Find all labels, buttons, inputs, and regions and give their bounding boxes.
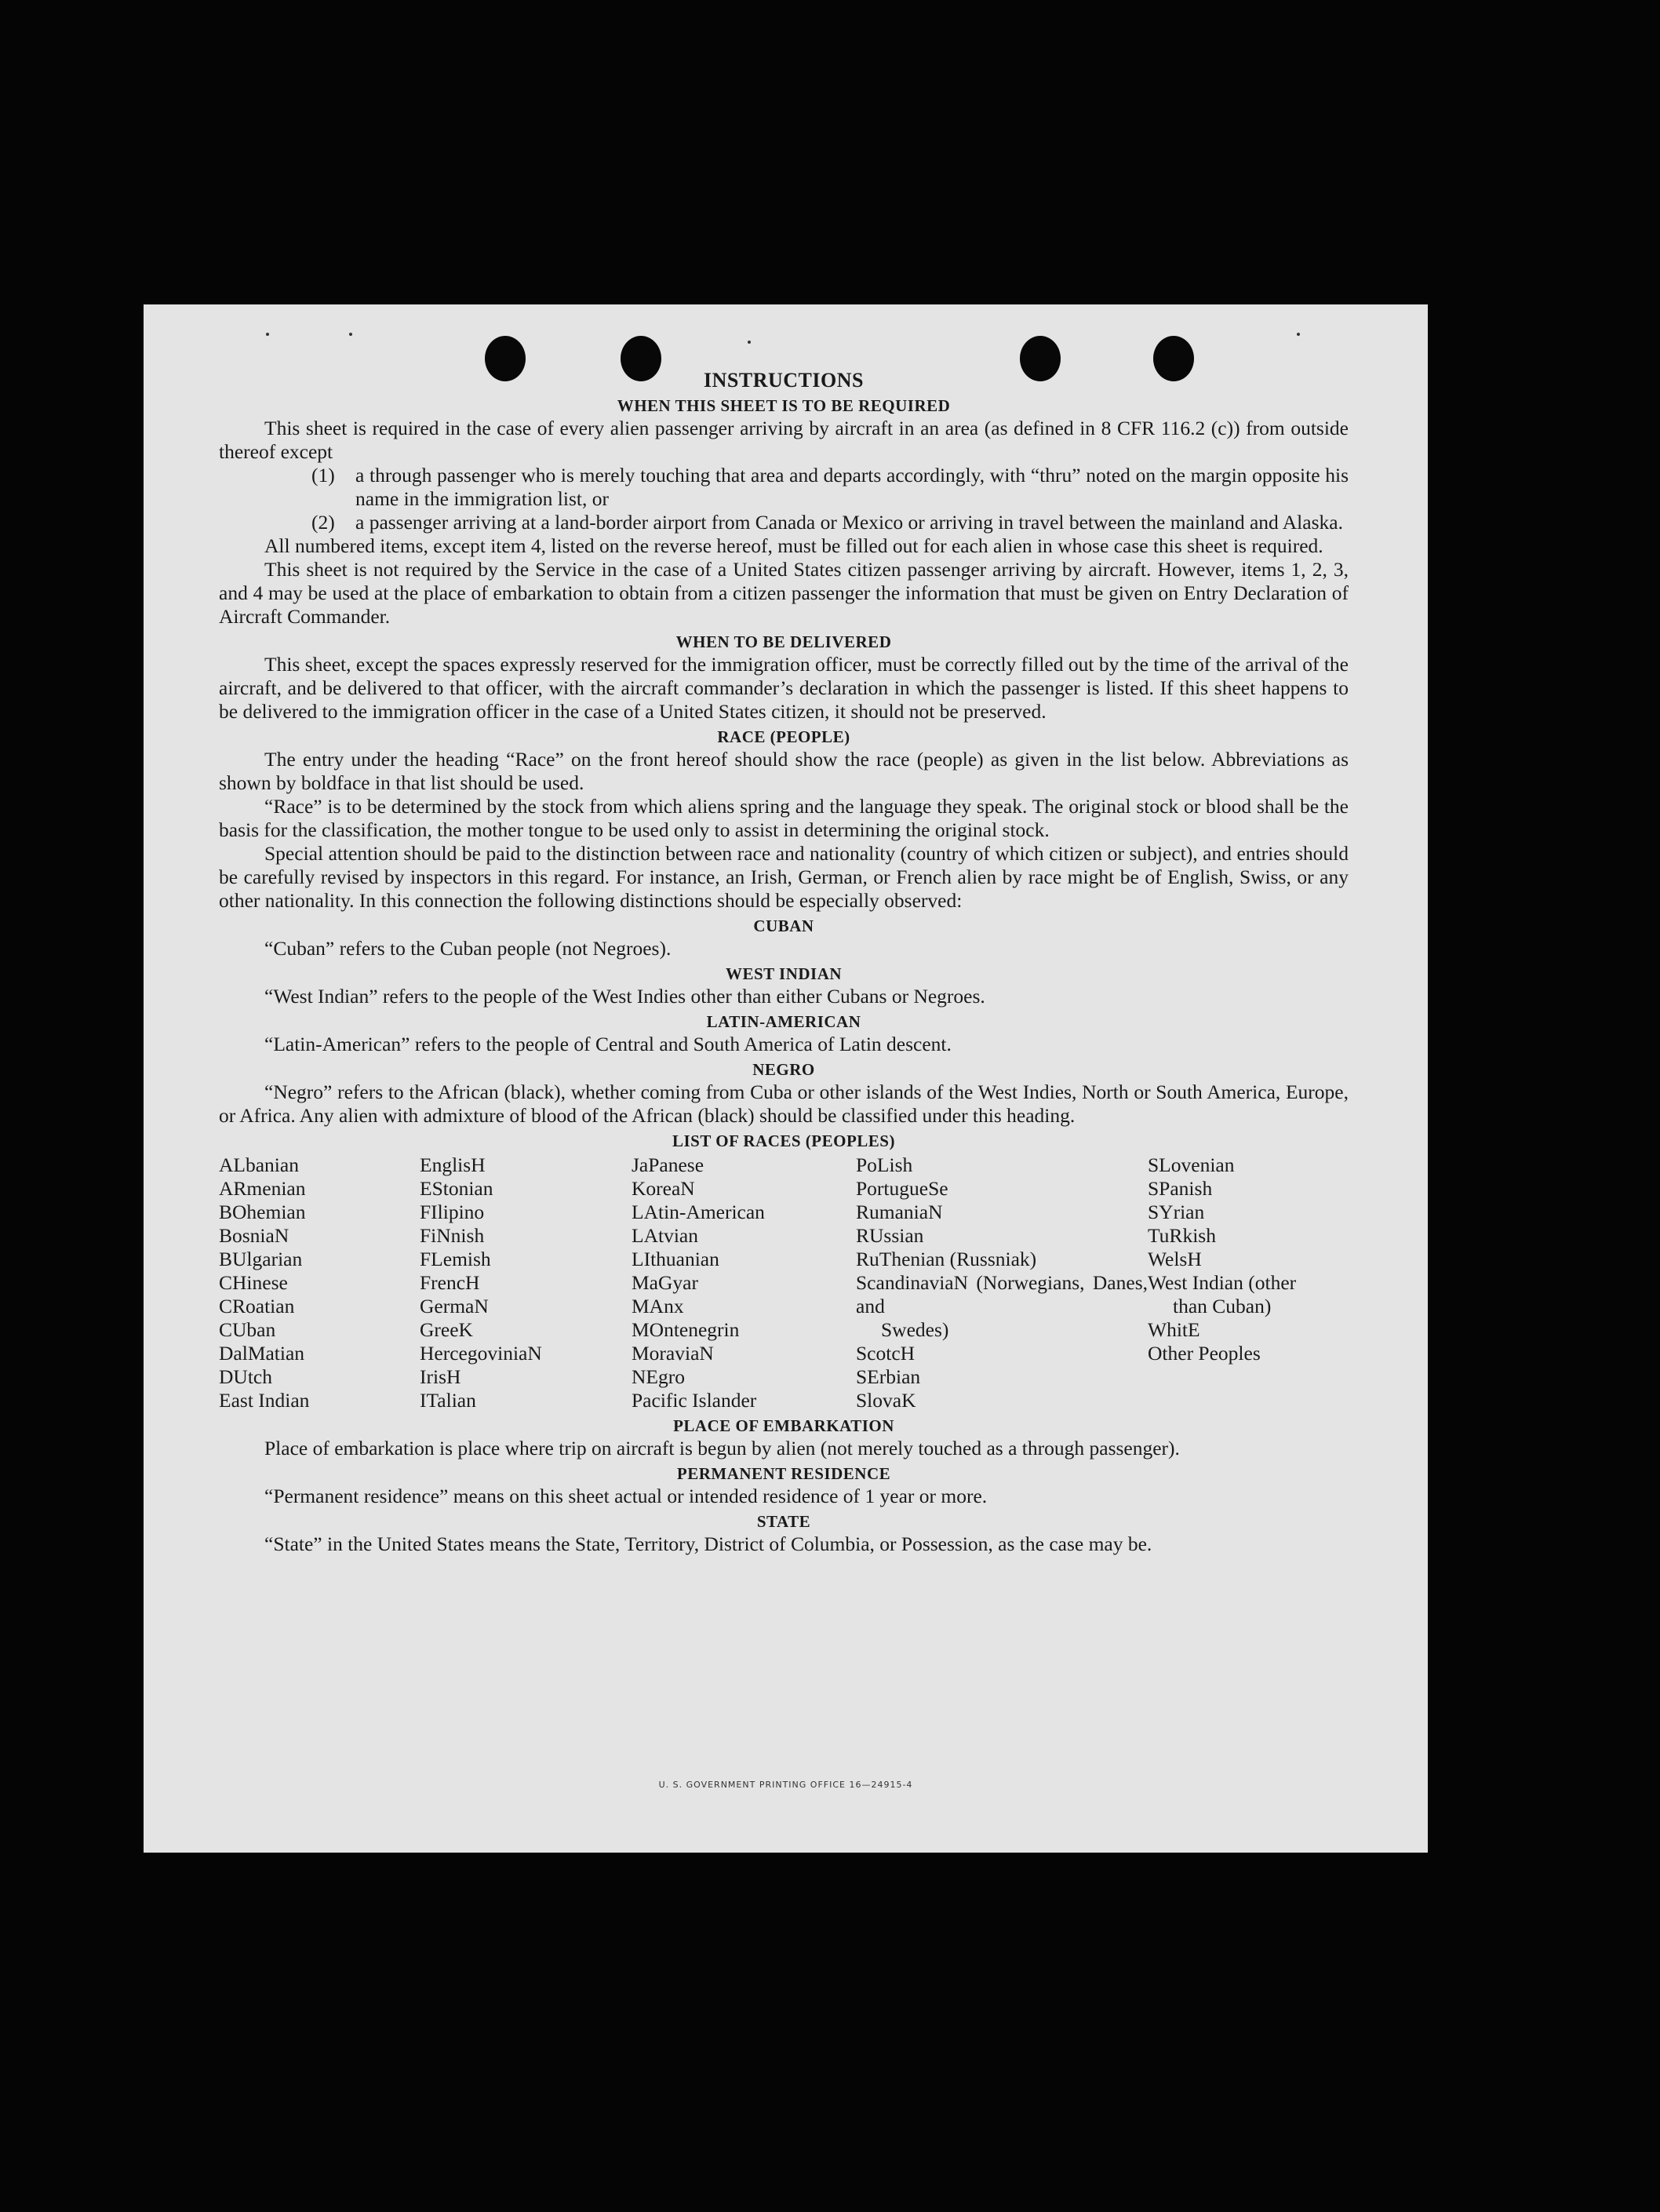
race-entry: MOntenegrin bbox=[632, 1318, 740, 1341]
race-entry: Other Peoples bbox=[1148, 1342, 1261, 1365]
race-entry: GreeK bbox=[420, 1318, 473, 1341]
races-column bbox=[420, 1153, 632, 1412]
race-entry: West Indian (other bbox=[1148, 1271, 1297, 1294]
paragraph: “Permanent residence” means on this sheet actual or intended residence of 1 year or more. bbox=[264, 1485, 988, 1507]
speck bbox=[748, 341, 751, 344]
race-entry: SPanish bbox=[1148, 1177, 1213, 1200]
item-text: a through passenger who is merely touching that area and departs accordingly, with “thru” noted on the margin opposite his name in the immigration list, or bbox=[355, 464, 1349, 510]
race-entry: TuRkish bbox=[1148, 1224, 1216, 1247]
document-sheet bbox=[144, 304, 1428, 1853]
race-entry: FrencH bbox=[420, 1271, 480, 1294]
race-entry: GermaN bbox=[420, 1295, 489, 1317]
section-heading: LIST OF RACES (PEOPLES) bbox=[672, 1132, 895, 1150]
races-column bbox=[1148, 1153, 1349, 1412]
race-entry: PortugueSe bbox=[856, 1177, 948, 1200]
printer-imprint: U. S. GOVERNMENT PRINTING OFFICE 16—24915-4 bbox=[658, 1780, 913, 1790]
paragraph: This sheet is not required by the Service in the case of a United States citizen passenger arriving by aircraft. However, items 1, 2, 3, and 4 may be used at the place of embarkation to obtain from a citizen passenger the information that must be given on Entry Declaration of Aircraft Commander. bbox=[219, 558, 1349, 628]
paragraph: The entry under the heading “Race” on the front hereof should show the race (people) as given in the list below. Abbreviations as shown by boldface in that list should be used. bbox=[219, 748, 1349, 794]
races-list bbox=[219, 1153, 1349, 1412]
race-entry: RUssian bbox=[856, 1224, 924, 1247]
race-entry: MaGyar bbox=[632, 1271, 698, 1294]
race-entry: CRoatian bbox=[219, 1295, 295, 1317]
paragraph: Special attention should be paid to the distinction between race and nationality (country of which citizen or subject), and entries should be carefully revised by inspectors in this regard. For instance, an Irish, German, or French alien by race might be of English, Swiss, or any other nationality. In this connection the following distinctions should be especially observed: bbox=[219, 842, 1349, 912]
race-entry: WelsH bbox=[1148, 1248, 1202, 1270]
item-number: (1) bbox=[311, 464, 335, 486]
item-number: (2) bbox=[311, 511, 335, 534]
race-entry: LAtvian bbox=[632, 1224, 698, 1247]
race-entry: DUtch bbox=[219, 1365, 272, 1388]
race-entry: FiNnish bbox=[420, 1224, 485, 1247]
race-entry: MAnx bbox=[632, 1295, 684, 1317]
race-entry: IrisH bbox=[420, 1365, 461, 1388]
race-entry: HercegoviniaN bbox=[420, 1342, 542, 1365]
paragraph: “West Indian” refers to the people of the West Indies other than either Cubans or Negroes. bbox=[264, 985, 985, 1008]
speck bbox=[1297, 333, 1300, 336]
numbered-item bbox=[219, 464, 1349, 511]
section-heading: NEGRO bbox=[752, 1060, 815, 1079]
paragraph: This sheet is required in the case of every alien passenger arriving by aircraft in an area (as defined in 8 CFR 116.2 (c)) from outside thereof except bbox=[219, 417, 1349, 463]
race-entry: EnglisH bbox=[420, 1153, 486, 1176]
race-entry: ScandinaviaN (Norwegians, Danes, and bbox=[856, 1271, 1148, 1317]
races-column bbox=[219, 1153, 420, 1412]
race-entry: RumaniaN bbox=[856, 1201, 943, 1223]
numbered-item bbox=[219, 511, 1349, 534]
speck bbox=[266, 333, 269, 336]
race-entry: SErbian bbox=[856, 1365, 921, 1388]
race-entry: ARmenian bbox=[219, 1177, 306, 1200]
section-heading: PERMANENT RESIDENCE bbox=[676, 1464, 891, 1483]
paragraph: “Negro” refers to the African (black), whether coming from Cuba or other islands of the West Indies, North or South America, Europe, or Africa. Any alien with admixture of blood of the African (black) should be classified under this heading. bbox=[219, 1080, 1349, 1127]
races-column bbox=[856, 1153, 1148, 1412]
race-entry: ScotcH bbox=[856, 1342, 916, 1365]
paragraph: “State” in the United States means the State, Territory, District of Columbia, or Possession, as the case may be. bbox=[264, 1532, 1152, 1555]
instructions-content bbox=[219, 369, 1349, 1556]
section-heading: LATIN-AMERICAN bbox=[706, 1012, 861, 1031]
paragraph: All numbered items, except item 4, listed on the reverse hereof, must be filled out for each alien in whose case this sheet is required. bbox=[264, 534, 1323, 557]
section-heading: RACE (PEOPLE) bbox=[717, 727, 850, 746]
race-entry: JaPanese bbox=[632, 1153, 704, 1176]
paragraph: This sheet, except the spaces expressly reserved for the immigration officer, must be correctly filled out by the time of the arrival of the aircraft, and be delivered to that officer, with the aircraft commander’s declaration in which the passenger is listed. If this sheet happens to be delivered to the immigration officer in the case of a United States citizen, it should not be preserved. bbox=[219, 653, 1349, 723]
races-column bbox=[632, 1153, 856, 1412]
race-entry: PoLish bbox=[856, 1153, 913, 1176]
section-heading: WEST INDIAN bbox=[725, 964, 843, 983]
item-text: a passenger arriving at a land-border airport from Canada or Mexico or arriving in travel between the mainland and Alaska. bbox=[355, 511, 1343, 534]
section-heading: WHEN TO BE DELIVERED bbox=[675, 632, 892, 651]
section-heading: PLACE OF EMBARKATION bbox=[673, 1416, 894, 1435]
race-entry: CUban bbox=[219, 1318, 276, 1341]
race-entry: WhitE bbox=[1148, 1318, 1200, 1341]
section-heading: CUBAN bbox=[753, 917, 814, 935]
race-entry: BUlgarian bbox=[219, 1248, 303, 1270]
race-entry: East Indian bbox=[219, 1389, 310, 1412]
race-entry-continued: than Cuban) bbox=[1173, 1295, 1272, 1317]
paragraph: “Latin-American” refers to the people of Central and South America of Latin descent. bbox=[264, 1033, 952, 1055]
speck bbox=[349, 333, 352, 336]
race-entry: ALbanian bbox=[219, 1153, 299, 1176]
paragraph: “Cuban” refers to the Cuban people (not Negroes). bbox=[264, 937, 672, 960]
race-entry: MoraviaN bbox=[632, 1342, 714, 1365]
race-entry: KoreaN bbox=[632, 1177, 695, 1200]
race-entry: LIthuanian bbox=[632, 1248, 719, 1270]
race-entry: SYrian bbox=[1148, 1201, 1205, 1223]
race-entry-continued: Swedes) bbox=[881, 1318, 949, 1341]
section-heading: STATE bbox=[756, 1512, 811, 1531]
race-entry: NEgro bbox=[632, 1365, 685, 1388]
paragraph: Place of embarkation is place where trip on aircraft is begun by alien (not merely touched as a through passenger). bbox=[264, 1437, 1180, 1459]
race-entry: SLovenian bbox=[1148, 1153, 1235, 1176]
race-entry: LAtin-American bbox=[632, 1201, 765, 1223]
race-entry: CHinese bbox=[219, 1271, 288, 1294]
race-entry: EStonian bbox=[420, 1177, 493, 1200]
race-entry: FIlipino bbox=[420, 1201, 485, 1223]
race-entry: ITalian bbox=[420, 1389, 476, 1412]
race-entry: DalMatian bbox=[219, 1342, 305, 1365]
page-title: INSTRUCTIONS bbox=[704, 369, 864, 392]
race-entry: RuThenian (Russniak) bbox=[856, 1248, 1037, 1270]
race-entry: BosniaN bbox=[219, 1224, 289, 1247]
race-entry: SlovaK bbox=[856, 1389, 916, 1412]
race-entry: BOhemian bbox=[219, 1201, 306, 1223]
race-entry: FLemish bbox=[420, 1248, 491, 1270]
section-heading: WHEN THIS SHEET IS TO BE REQUIRED bbox=[617, 396, 951, 415]
race-entry: Pacific Islander bbox=[632, 1389, 757, 1412]
paragraph: “Race” is to be determined by the stock from which aliens spring and the language they speak. The original stock or blood shall be the basis for the classification, the mother tongue to be used only to assist in determining the original stock. bbox=[219, 795, 1349, 841]
